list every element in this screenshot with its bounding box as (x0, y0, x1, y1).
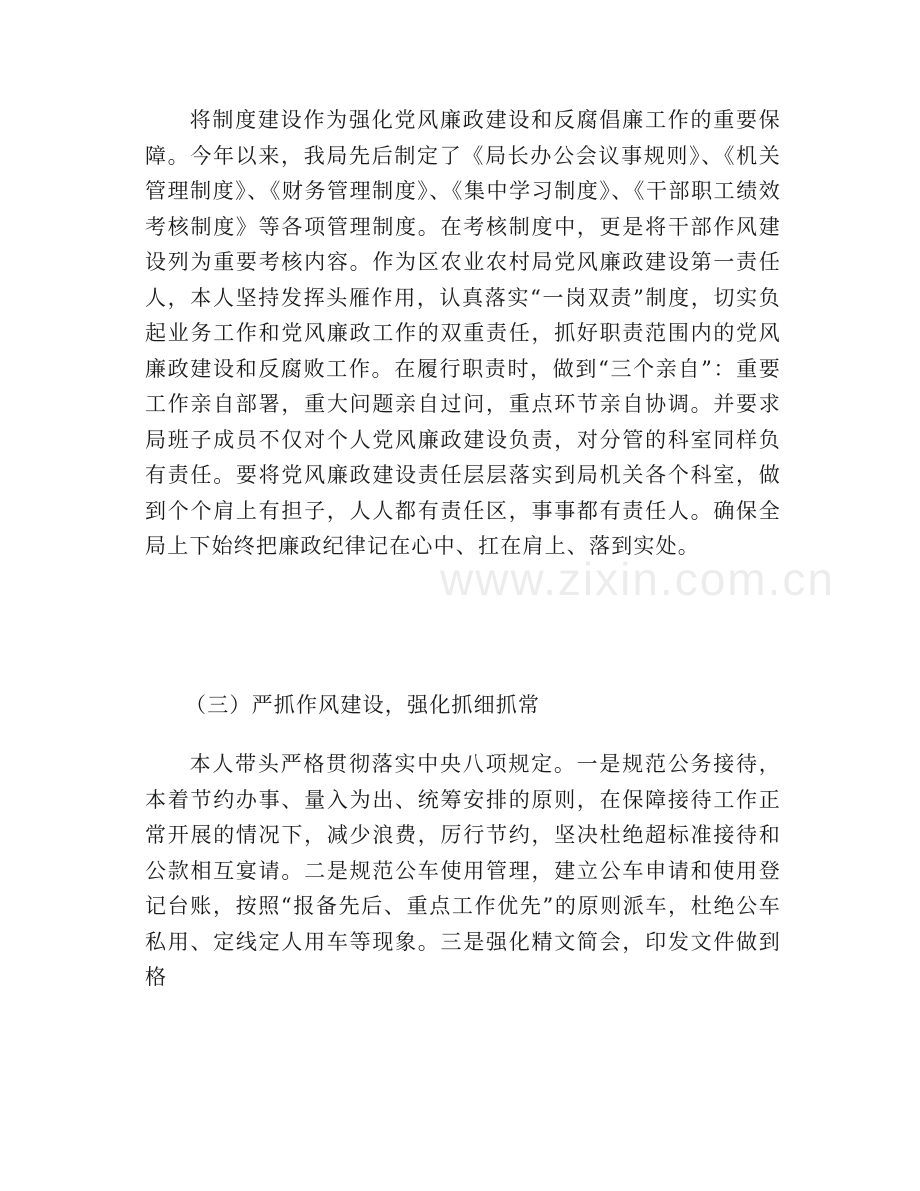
paragraph-text: 本人带头严格贯彻落实中央八项规定。一是规范公务接待，本着节约办事、量入为出、统筹安排的原则，在保障接待工作正常开展的情况下，减少浪费，厉行节约，坚决杜绝超标准接待和公款相互宴请。二是规范公车使用管理，建立公车申请和使用登记台账，按照“报备先后、重点工作优先”的原则派车，杜绝公车私用、定线定人用车等现象。三是强化精文简会，印发文件做到格 (145, 752, 781, 989)
paragraph-eight-rules (145, 747, 781, 996)
paragraph-institution-building (145, 103, 781, 565)
section-heading-3: （三）严抓作风建设，强化抓细抓常 (185, 693, 541, 717)
paragraph-text: 将制度建设作为强化党风廉政建设和反腐倡廉工作的重要保障。今年以来，我局先后制定了《局长办公会议事规则》、《机关管理制度》、《财务管理制度》、《集中学习制度》、《干部职工绩效考核制度》等各项管理制度。在考核制度中，更是将干部作风建设列为重要考核内容。作为区农业农村局党风廉政建设第一责任人，本人坚持发挥头雁作用，认真落实“一岗双责”制度，切实负起业务工作和党风廉政工作的双重责任，抓好职责范围内的党风廉政建设和反腐败工作。在履行职责时，做到“三个亲自”：重要工作亲自部署，重大问题亲自过问，重点环节亲自协调。并要求局班子成员不仅对个人党风廉政建设负责，对分管的科室同样负有责任。要将党风廉政建设责任层层落实到局机关各个科室，做到个个肩上有担子，人人都有责任区，事事都有责任人。确保全局上下始终把廉政纪律记在心中、扛在肩上、落到实处。 (145, 108, 781, 558)
watermark-text: www.zixin.com.cn (440, 553, 835, 605)
